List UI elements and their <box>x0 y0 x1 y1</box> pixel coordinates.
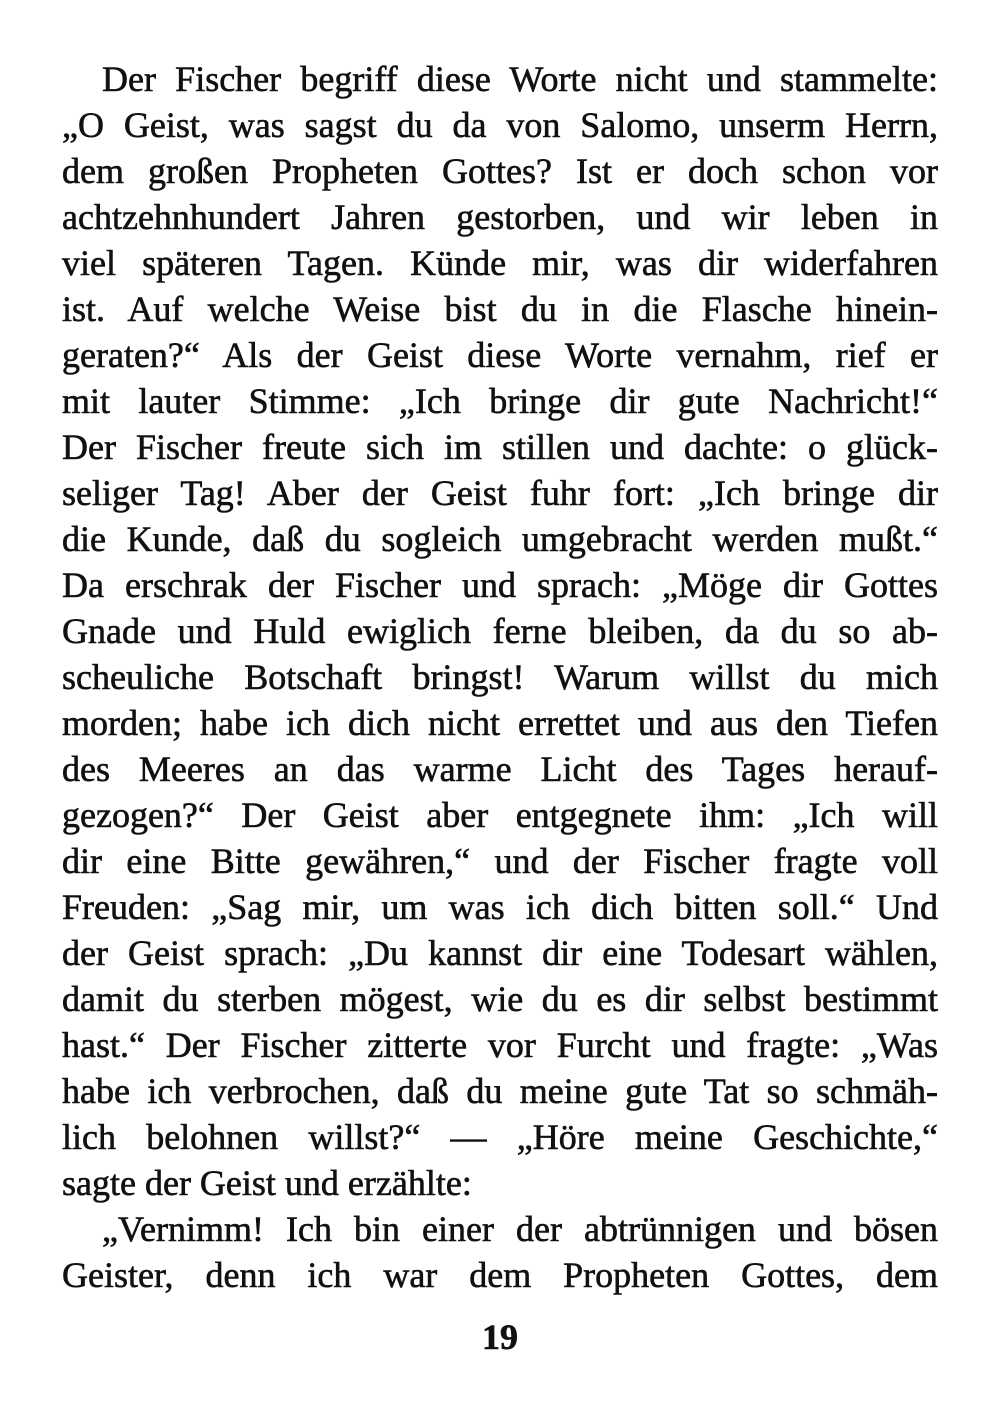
page-number: 19 <box>482 1317 518 1357</box>
text-line: lich belohnen willst?“ — „Höre meine Geschichte,“ <box>62 1117 938 1157</box>
text-line: Der Fischer freute sich im stillen und dachte: o glück- <box>62 427 938 467</box>
text-line: mit lauter Stimme: „Ich bringe dir gute Nachricht!“ <box>62 381 938 421</box>
text-line: die Kunde, daß du sogleich umgebracht werden mußt.“ <box>62 519 938 559</box>
text-line: morden; habe ich dich nicht errettet und aus den Tiefen <box>62 703 938 743</box>
text-line: achtzehnhundert Jahren gestorben, und wir leben in <box>62 197 938 237</box>
text-line: des Meeres an das warme Licht des Tages herauf- <box>62 749 938 789</box>
text-line: geraten?“ Als der Geist diese Worte vernahm, rief er <box>62 335 938 375</box>
text-line: scheuliche Botschaft bringst! Warum willst du mich <box>62 657 938 697</box>
text-line: ist. Auf welche Weise bist du in die Flasche hinein- <box>62 289 938 329</box>
text-line: viel späteren Tagen. Künde mir, was dir widerfahren <box>62 243 938 283</box>
text-line: dem großen Propheten Gottes? Ist er doch schon vor <box>62 151 938 191</box>
text-line: der Geist sprach: „Du kannst dir eine Todesart wählen, <box>62 933 938 973</box>
text-line: Da erschrak der Fischer und sprach: „Möge dir Gottes <box>62 565 938 605</box>
text-line: hast.“ Der Fischer zitterte vor Furcht und fragte: „Was <box>62 1025 938 1065</box>
text-line: Freuden: „Sag mir, um was ich dich bitten soll.“ Und <box>62 887 938 927</box>
text-line: habe ich verbrochen, daß du meine gute Tat so schmäh- <box>62 1071 938 1111</box>
text-line: sagte der Geist und erzählte: <box>62 1163 472 1203</box>
text-line: seliger Tag! Aber der Geist fuhr fort: „Ich bringe dir <box>62 473 938 513</box>
text-line: Gnade und Huld ewiglich ferne bleiben, da du so ab- <box>62 611 938 651</box>
text-line: „O Geist, was sagst du da von Salomo, unserm Herrn, <box>62 105 938 145</box>
text-line: Der Fischer begriff diese Worte nicht und stammelte: <box>102 59 938 99</box>
body-text <box>62 56 938 1298</box>
text-line: Geister, denn ich war dem Propheten Gottes, dem <box>62 1255 938 1295</box>
text-line: damit du sterben mögest, wie du es dir selbst bestimmt <box>62 979 938 1019</box>
text-line: dir eine Bitte gewähren,“ und der Fischer fragte voll <box>62 841 938 881</box>
text-line: gezogen?“ Der Geist aber entgegnete ihm: „Ich will <box>62 795 938 835</box>
text-line: „Vernimm! Ich bin einer der abtrünnigen und bösen <box>102 1209 938 1249</box>
